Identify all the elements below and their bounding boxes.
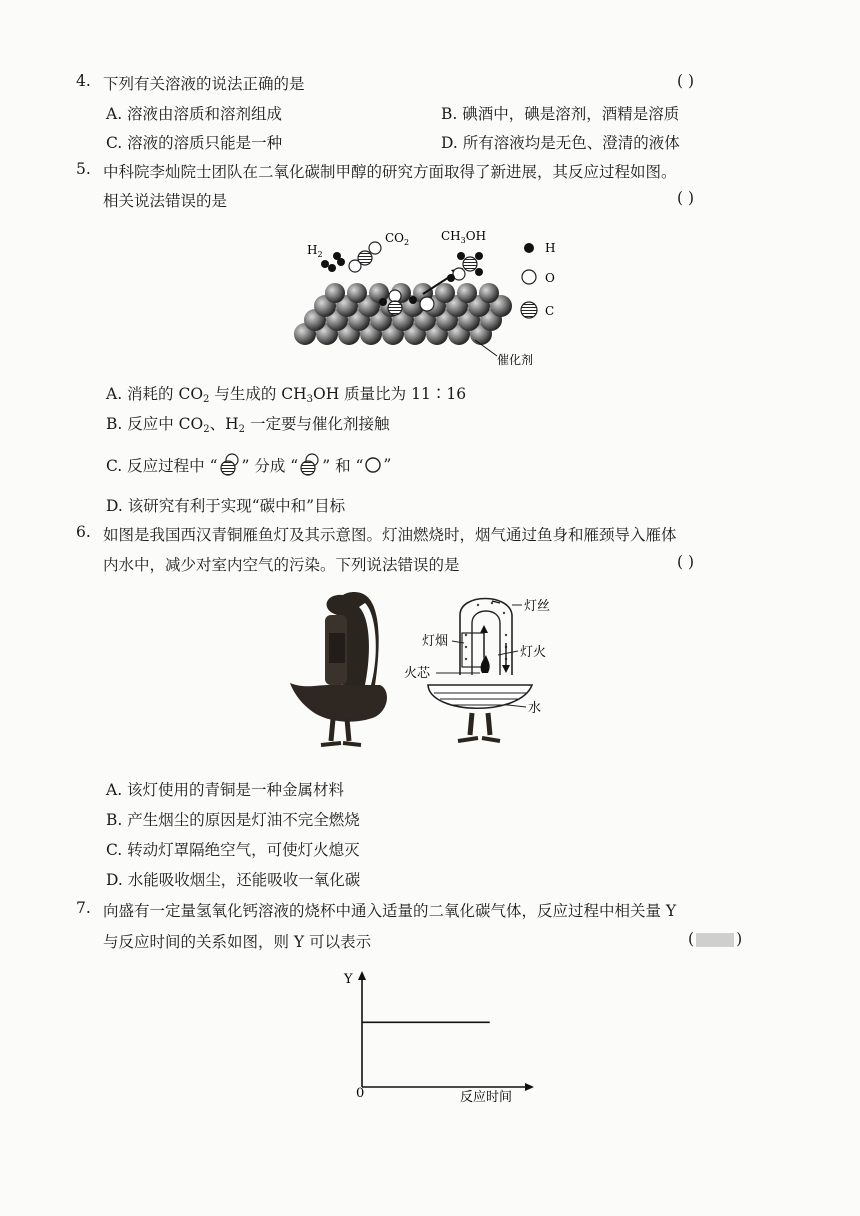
bronze-lamp-photo <box>285 585 405 755</box>
legend-o-label: O <box>545 271 555 285</box>
q4-option-d: D. 所有溶液均是无色、澄清的液体 <box>441 134 680 152</box>
q7-stem-line2: 与反应时间的关系如图，则 Y 可以表示 <box>103 933 372 951</box>
q5-stem-line1: 中科院李灿院士团队在二氧化碳制甲醇的研究方面取得了新进展，其反应过程如图。 <box>103 163 677 181</box>
oxygen-atom-icon <box>363 455 383 475</box>
label-wick: 火芯 <box>404 666 431 681</box>
label-water: 水 <box>528 701 542 716</box>
q4-option-c: C. 溶液的溶质只能是一种 <box>106 134 283 152</box>
q4-answer-paren: ( ) <box>677 72 695 90</box>
q6-option-c: C. 转动灯罩隔绝空气，可使灯火熄灭 <box>106 841 360 859</box>
q4-stem: 下列有关溶液的说法正确的是 <box>103 75 305 93</box>
ch3oh-label: $CH_3OH$ <box>441 229 487 245</box>
q6-stem-line2: 内水中，减少对室内空气的污染。下列说法错误的是 <box>103 556 460 574</box>
q5-option-d: D. 该研究有利于实现“碳中和”目标 <box>106 497 346 515</box>
q7-stem-line1: 向盛有一定量氢氧化钙溶液的烧杯中通入适量的二氧化碳气体，反应过程中相关量 Y <box>103 902 677 920</box>
q4-option-b: B. 碘酒中，碘是溶剂，酒精是溶质 <box>441 105 680 123</box>
co-molecule-icon <box>218 452 242 478</box>
y-axis-arrow-icon <box>358 971 366 980</box>
legend-c-icon <box>521 302 537 318</box>
q6-answer-paren: ( ) <box>677 553 695 571</box>
catalyst-label: 催化剂 <box>497 353 534 367</box>
q6-option-d: D. 水能吸收烟尘，还能吸收一氧化碳 <box>106 871 361 889</box>
q5-option-b: B. 反应中 $CO_2$、$H_2$ 一定要与催化剂接触 <box>106 415 390 435</box>
co-fragment-icon <box>298 452 322 478</box>
catalyst-surface <box>294 283 512 345</box>
q6-number: 6. <box>76 523 91 541</box>
y-axis-label: Y <box>344 972 353 987</box>
q7-line-chart <box>330 965 540 1115</box>
legend-h-label: H <box>545 241 556 255</box>
q4-option-a: A. 溶液由溶质和溶剂组成 <box>106 105 283 123</box>
q5-stem-line2: 相关说法错误的是 <box>103 192 228 210</box>
lamp-schematic <box>400 585 580 755</box>
legend-o-icon <box>522 270 536 284</box>
x-axis-label: 反应时间 <box>460 1090 513 1105</box>
q6-option-b: B. 产生烟尘的原因是灯油不完全燃烧 <box>106 811 360 829</box>
h2-label: $H_2$ <box>307 243 323 259</box>
label-smoke: 灯烟 <box>422 634 449 649</box>
q6-option-a: A. 该灯使用的青铜是一种金属材料 <box>106 781 345 799</box>
label-filament: 灯丝 <box>524 599 551 614</box>
q4-number: 4. <box>76 72 91 90</box>
legend-h-icon <box>524 243 534 253</box>
label-flame: 灯火 <box>520 645 547 660</box>
answer-blank <box>696 933 734 947</box>
origin-label: 0 <box>356 1086 365 1101</box>
q5-answer-paren: ( ) <box>677 189 695 207</box>
legend-c-label: C <box>545 304 555 318</box>
x-axis-arrow-icon <box>525 1083 534 1091</box>
q5-option-a: A. 消耗的 $CO_2$ 与生成的 $CH_3OH$ 质量比为 11∶16 <box>106 385 467 405</box>
q6-stem-line1: 如图是我国西汉青铜雁鱼灯及其示意图。灯油燃烧时，烟气通过鱼身和雁颈导入雁体 <box>103 526 677 544</box>
q5-option-c: C. 反应过程中 “ ” 分成 “ ” 和 “ ” <box>106 452 391 478</box>
q7-answer-paren: ( ) <box>688 930 743 948</box>
q5-number: 5. <box>76 160 91 178</box>
q5-reaction-figure <box>275 222 575 372</box>
co2-label: $CO_2$ <box>385 231 410 247</box>
q7-number: 7. <box>76 899 91 917</box>
